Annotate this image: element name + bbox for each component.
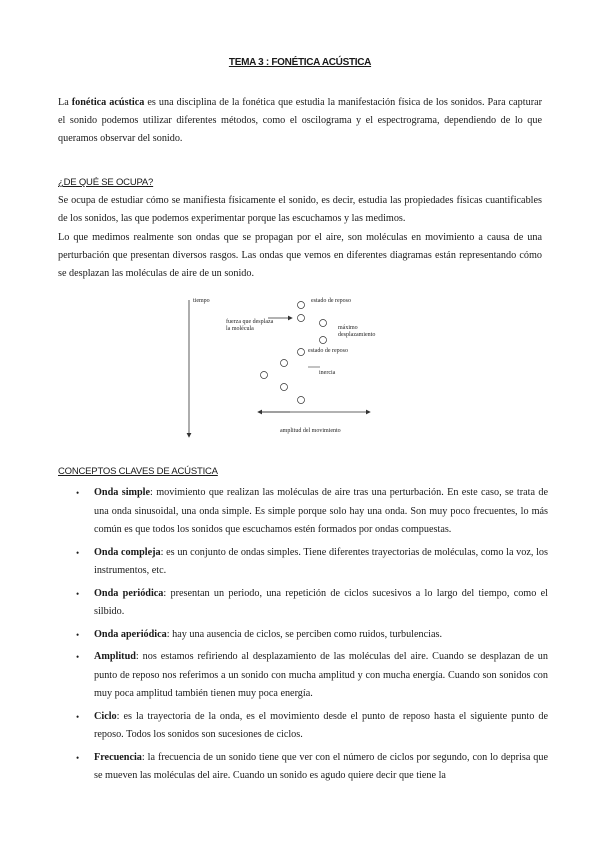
list-item: [58, 626, 548, 645]
molecule-dot: [320, 320, 327, 327]
intro-paragraph: [58, 94, 542, 148]
molecule-dot: [298, 397, 305, 404]
section-heading-conceptos: CONCEPTOS CLAVES DE ACÚSTICA: [58, 466, 218, 477]
page-title: TEMA 3 : FONÉTICA ACÚSTICA: [228, 57, 372, 68]
concept-term: Ciclo: [94, 710, 117, 722]
force-label-line1: fuerza que desplaza: [226, 319, 274, 325]
bullet-icon: •: [76, 488, 80, 498]
concept-text: : nos estamos refiriendo al desplazamiento de las moléculas del aire. Cuando se desplazan de un punto de reposo nos referimos a un sonido con mucha amplitud y con mucha energía. Cuando son sonidos con muy poca amplitud también tienen muy poca energía.: [94, 651, 548, 699]
bullet-icon: •: [76, 752, 80, 763]
molecule-dot: [281, 360, 288, 367]
bullet-icon: •: [76, 547, 80, 558]
list-item: [58, 708, 548, 745]
concept-term: Amplitud: [94, 651, 136, 662]
amplitude-label: amplitud del movimiento: [280, 428, 341, 434]
bullet-icon: •: [76, 629, 80, 640]
list-item: [58, 484, 548, 540]
concept-term: Onda simple: [94, 487, 151, 498]
bullet-icon: •: [76, 588, 80, 599]
molecule-dot: [298, 302, 305, 309]
bullet-icon: •: [76, 652, 80, 662]
molecule-dot: [281, 384, 288, 391]
molecule-dot: [320, 337, 327, 344]
intro-text-pre: La: [58, 97, 72, 108]
molecule-dot: [298, 315, 305, 322]
inertia-label: inercia: [319, 370, 336, 376]
list-item: [58, 749, 548, 786]
concept-text: : es un conjunto de ondas simples. Tiene diferentes trayectorias de moléculas, como la voz, los instrumentos, etc.: [94, 546, 548, 576]
concept-term: Frecuencia: [94, 751, 142, 763]
concept-term: Onda periódica: [94, 587, 164, 599]
list-item: [58, 648, 548, 704]
section-heading-ocupa: ¿DE QUÉ SE OCUPA?: [58, 177, 154, 188]
rest-label-2: estado de reposo: [308, 348, 348, 354]
molecule-dot: [298, 349, 305, 356]
intro-text-post: es una disciplina de la fonética que estudia la manifestación física de los sonidos. Para capturar el sonido podemos utilizar diferentes métodos, como el oscilograma y el espectrograma, dependiendo de lo que queramos observar del sonido.: [58, 97, 542, 144]
concept-term: Onda compleja: [94, 546, 161, 558]
max-label-line2: desplazamiento: [338, 332, 376, 338]
concepts-list: [58, 484, 548, 790]
concept-text: : hay una ausencia de ciclos, se perciben como ruidos, turbulencias.: [166, 628, 443, 640]
rest-label-1: estado de reposo: [311, 298, 351, 304]
concept-text: : es la trayectoria de la onda, es el movimiento desde el punto de reposo hasta el siguiente punto de reposo. Todos los sonidos son sucesiones de ciclos.: [94, 710, 548, 740]
concept-text: : la frecuencia de un sonido tiene que ver con el número de ciclos por segundo, con lo deprisa que se mueven las moléculas del aire. Cuando un sonido es agudo quiere decir que tiene la: [94, 751, 548, 781]
section1-paragraph-2: Lo que medimos realmente son ondas que se propagan por el aire, son moléculas en movimiento a causa de una perturbación que presentan diversos rasgos. Las ondas que vemos en diferentes diagramas están representando cómo se desplazan las moléculas de aire de un sonido.: [58, 232, 542, 279]
section1-paragraph-1: Se ocupa de estudiar cómo se manifiesta físicamente el sonido, es decir, estudia las propiedades físicas cuantificables de los sonidos, las que podemos experimentar porque las escuchamos y las medimos.: [58, 195, 542, 224]
molecule-dot: [261, 372, 268, 379]
bullet-icon: •: [76, 711, 80, 722]
concept-text: : movimiento que realizan las moléculas de aire tras una perturbación. En este caso, se trata de una onda sinusoidal, una onda simple. Es simple porque solo hay una onda. Son muy poco frecuentes, lo más común es que todos los sonidos que escuchamos estén formados por ondas compuestas.: [94, 487, 548, 535]
concept-term: Onda aperiódica: [94, 628, 167, 640]
sound-wave-molecule-diagram: [180, 292, 380, 442]
time-label: tiempo: [193, 298, 210, 304]
concept-text: : presentan un periodo, una repetición de ciclos sucesivos a lo largo del tiempo, como el silbido.: [94, 587, 548, 617]
intro-term: fonética acústica: [71, 97, 145, 108]
list-item: [58, 544, 548, 581]
list-item: [58, 585, 548, 622]
max-label-line1: máximo: [338, 325, 358, 331]
force-label-line2: la molécula: [226, 326, 254, 332]
